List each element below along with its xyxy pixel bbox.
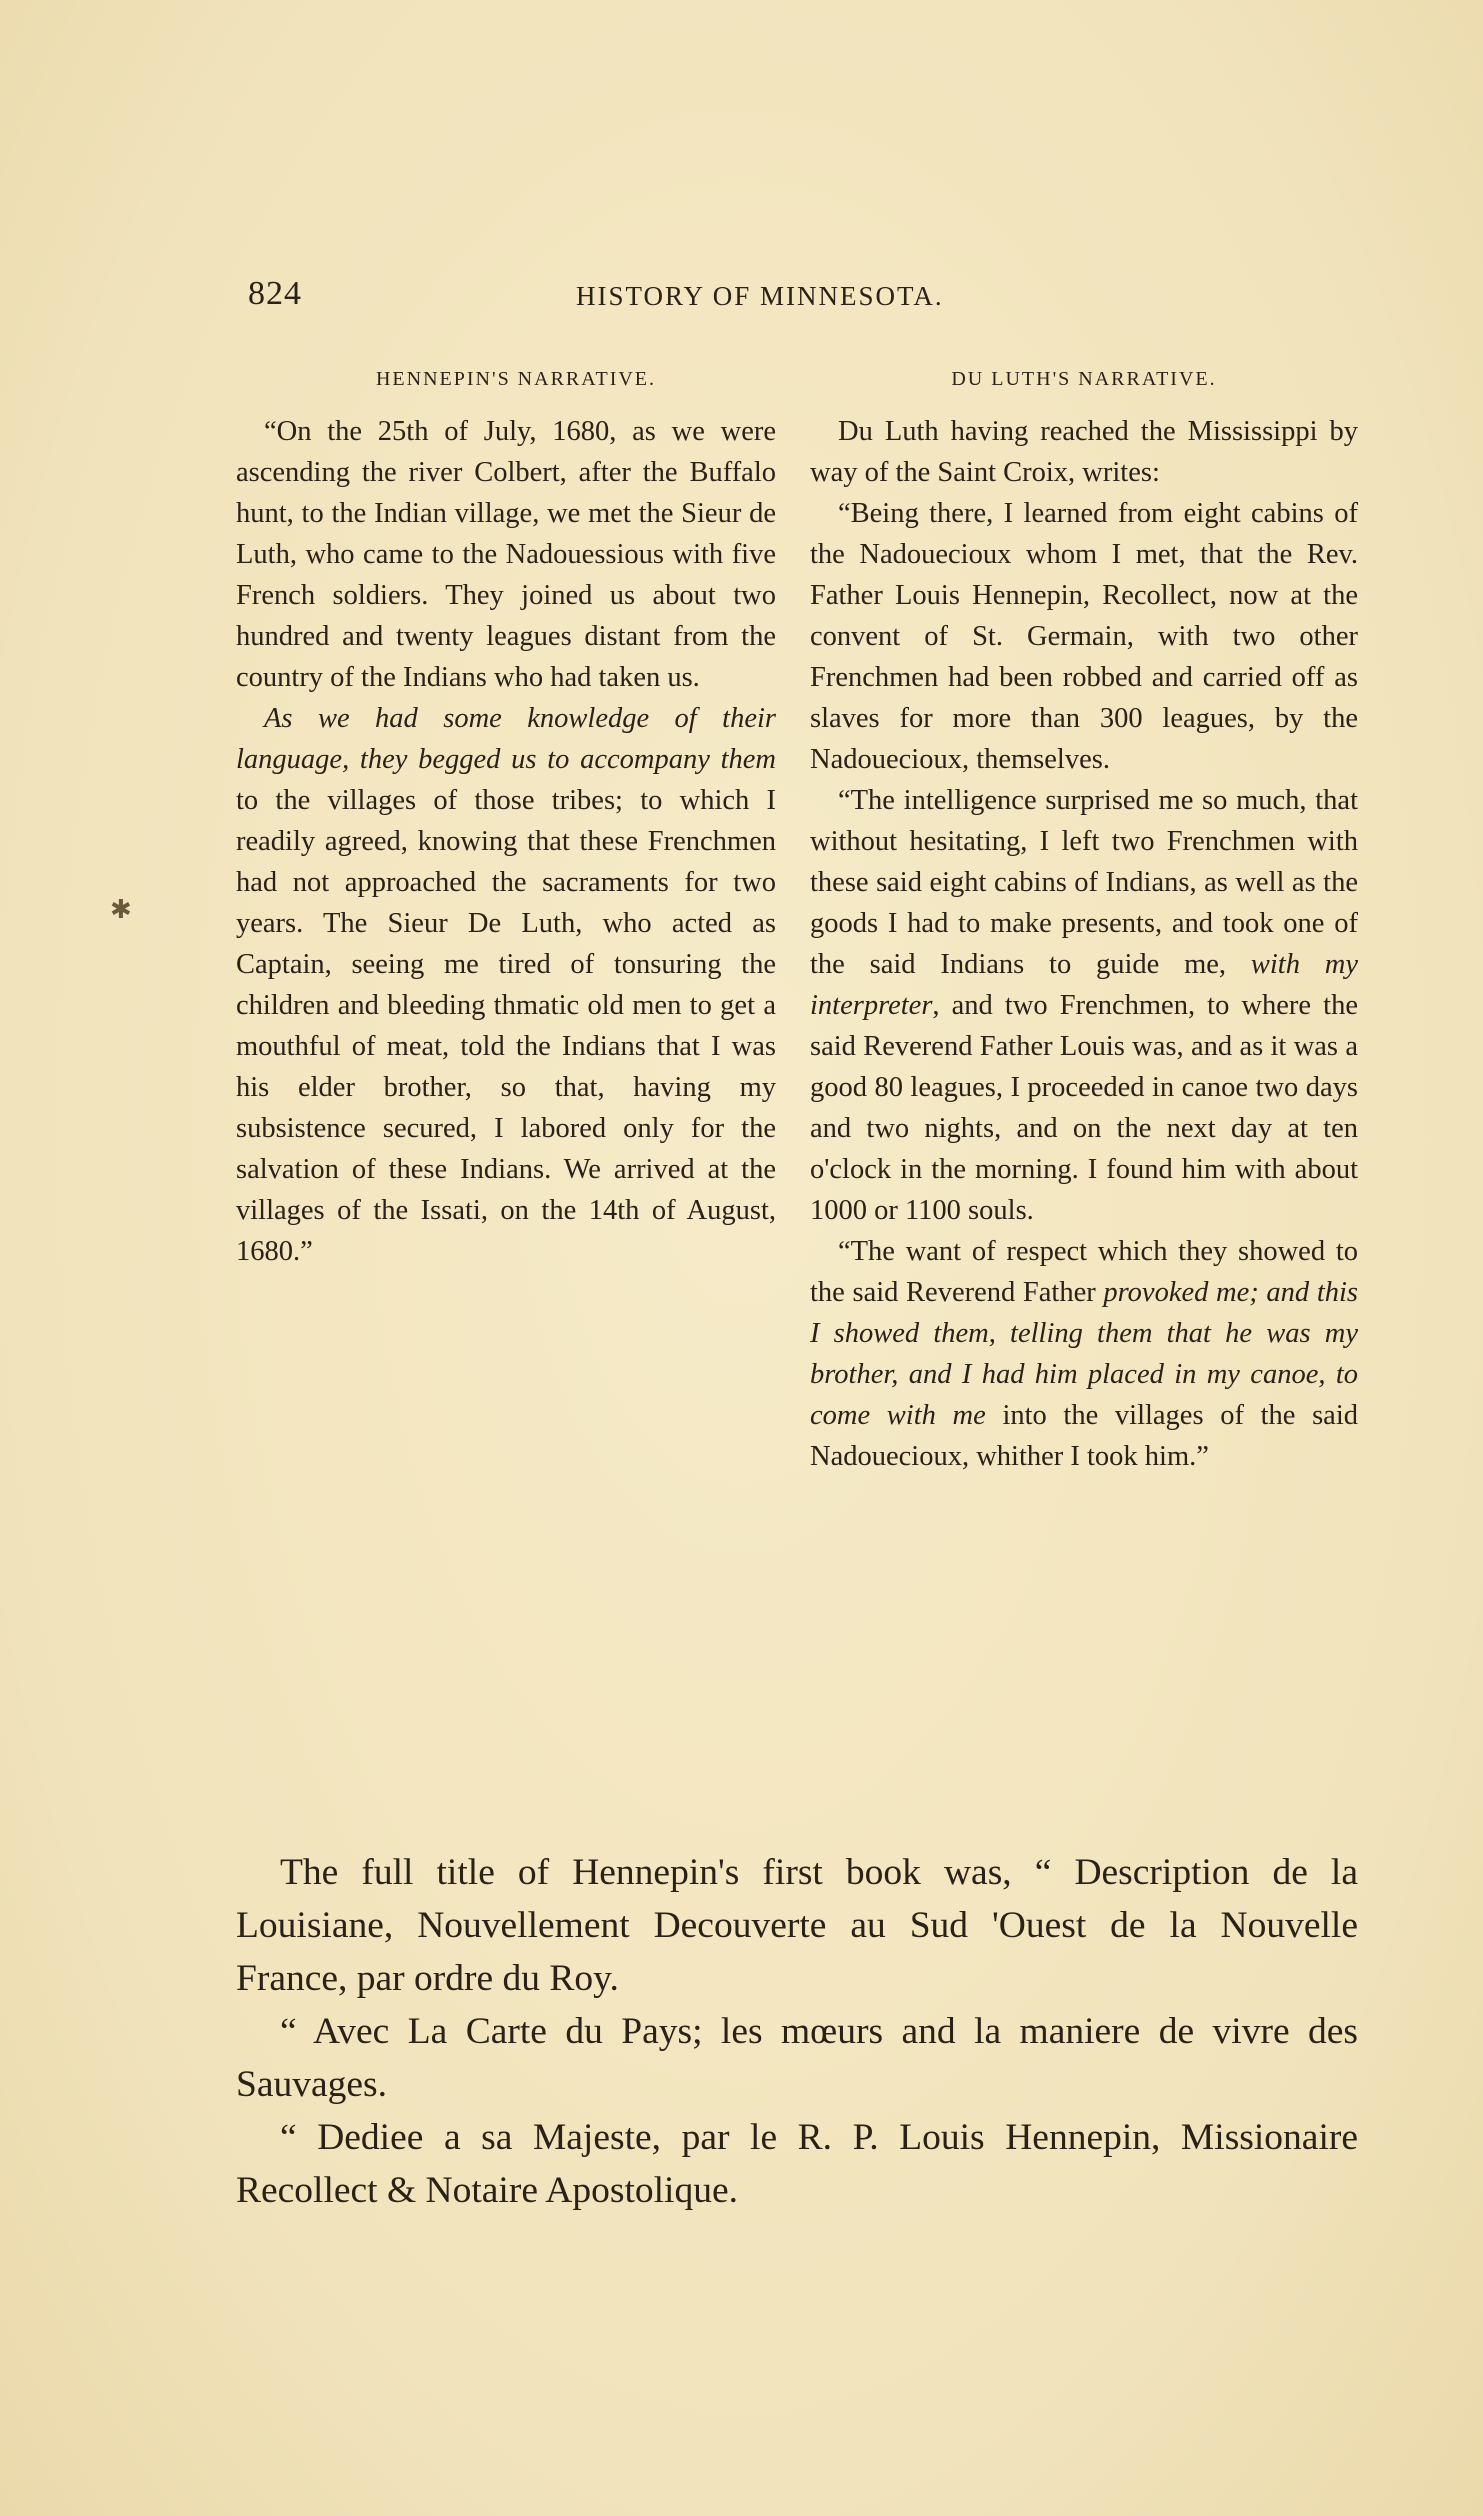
paragraph-text: “The want of respect which they showed to the said Reverend Father xyxy=(810,1236,1358,1308)
hennepin-narrative-text xyxy=(236,411,776,1272)
du-luth-narrative-text xyxy=(810,411,1358,1477)
paragraph-text: , and two Frenchmen, to where the said Reverend Father Louis was, and as it was a good 80 leagues, I proceeded in canoe two days and two nights, and on the next day at ten o'clock in the morning. I found him with about 1000 or 1100 souls. xyxy=(810,990,1358,1226)
italic-text: with my interpreter xyxy=(810,949,1359,1021)
paragraph: “ Dediee a sa Majeste, par le R. P. Louis Hennepin, Missionaire Recollect & Notaire Apostolique. xyxy=(236,2117,1358,2211)
paragraph xyxy=(810,780,1358,1231)
paragraph: “Being there, I learned from eight cabins of the Nadouecioux whom I met, that the Rev. Father Louis Hennepin, Recollect, now at the convent of St. Germain, with two other Frenchmen had been robbed and carried off as slaves for more than 300 leagues, by the Nadouecioux, themselves. xyxy=(810,498,1358,775)
paragraph-text: “The intelligence surprised me so much, that without hesitating, I left two Frenchmen with these said eight cabins of Indians, as well as the goods I had to make presents, and took one of the said Indians to guide me, xyxy=(810,785,1358,980)
paragraph: The full title of Hennepin's first book was, “ Description de la Louisiane, Nouvellement Decouverte au Sud 'Ouest de la Nouvelle France, par ordre du Roy. xyxy=(236,1852,1358,1999)
full-width-text xyxy=(236,1846,1358,2217)
paragraph xyxy=(810,1231,1358,1477)
paragraph: Du Luth having reached the Mississippi by way of the Saint Croix, writes: xyxy=(810,416,1358,488)
margin-mark-icon: ✱ xyxy=(110,895,132,924)
paragraph xyxy=(236,698,776,1272)
italic-text: As we had some knowledge of their language, they begged us to accompany them xyxy=(236,703,776,775)
paragraph-text: to the villages of those tribes; to which I readily agreed, knowing that these Frenchmen had not approached the sacraments for two years. The Sieur De Luth, who acted as Captain, seeing me tired of tonsuring the children and bleeding thmatic old men to get a mouthful of meat, told the Indians that I was his elder brother, so that, having my subsistence secured, I labored only for the salvation of these Indians. We arrived at the villages of the Issati, on the 14th of August, 1680.” xyxy=(236,785,776,1267)
paragraph: “On the 25th of July, 1680, as we were ascending the river Colbert, after the Buffalo hunt, to the Indian village, we met the Sieur de Luth, who came to the Nadouessious with five French soldiers. They joined us about two hundred and twenty leagues distant from the country of the Indians who had taken us. xyxy=(236,416,776,693)
italic-text: provoked me; and this I showed them, telling them that he was my brother, and I had him placed in my canoe, to come with me xyxy=(810,1277,1359,1431)
running-title: HISTORY OF MINNESOTA. xyxy=(576,281,944,311)
hennepin-narrative-column xyxy=(236,368,776,1272)
paragraph-text: into the villages of the said Nadouecioux, whither I took him.” xyxy=(810,1400,1358,1472)
page-header xyxy=(248,275,1008,315)
column-heading-du-luth: DU LUTH'S NARRATIVE. xyxy=(951,368,1217,390)
paragraph: “ Avec La Carte du Pays; les mœurs and la maniere de vivre des Sauvages. xyxy=(236,2011,1358,2105)
column-heading-hennepin: HENNEPIN'S NARRATIVE. xyxy=(375,368,657,390)
page-number: 824 xyxy=(248,275,302,312)
du-luth-narrative-column xyxy=(810,368,1358,1477)
